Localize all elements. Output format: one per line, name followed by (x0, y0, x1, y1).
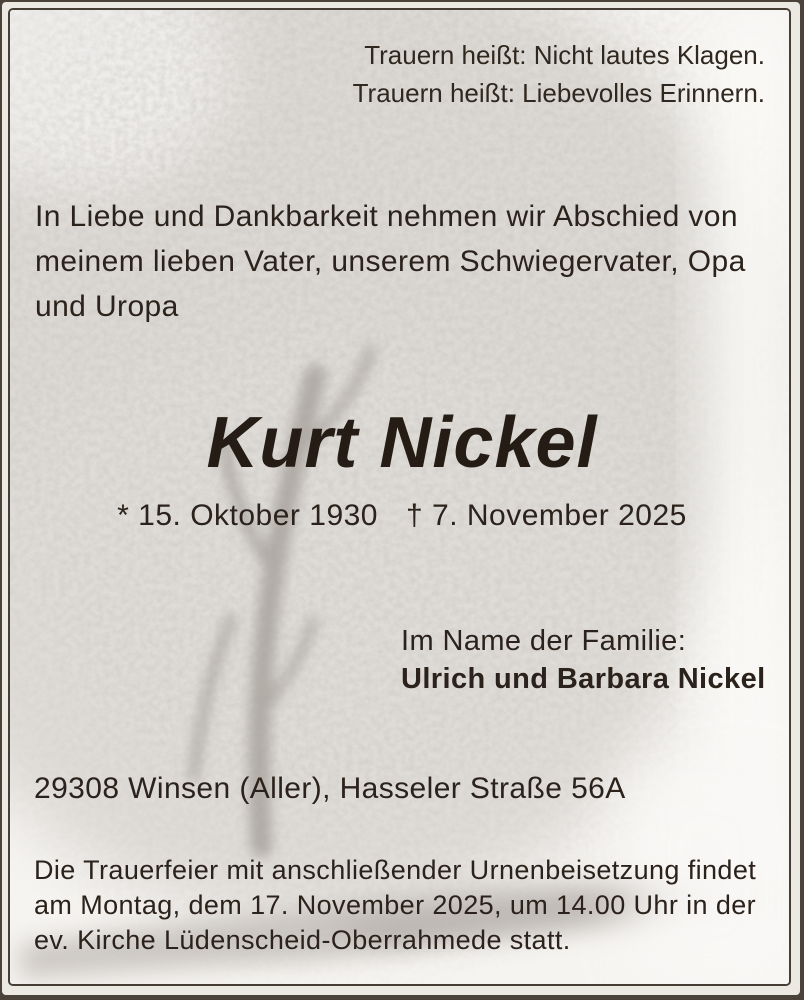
funeral-line: Die Trauerfeier mit anschließender Urnenbeisetzung findet (34, 855, 757, 885)
family-signature (401, 622, 766, 698)
epigraph-line: Trauern heißt: Liebevolles Erinnern. (352, 78, 765, 108)
life-dates (0, 496, 804, 536)
intro-line: In Liebe und Dankbarkeit nehmen wir Abschied von (35, 200, 738, 233)
funeral-line: ev. Kirche Lüdenscheid-Oberrahmede statt. (34, 925, 571, 955)
epigraph-line: Trauern heißt: Nicht lautes Klagen. (364, 40, 765, 70)
death-date: † 7. November 2025 (406, 499, 687, 532)
intro-text (35, 194, 746, 329)
funeral-info (34, 853, 756, 958)
funeral-line: am Montag, dem 17. November 2025, um 14.00 Uhr in der (34, 890, 757, 920)
intro-line: und Uropa (35, 290, 179, 323)
address-line: 29308 Winsen (Aller), Hasseler Straße 56A (34, 772, 626, 805)
intro-line: meinem lieben Vater, unserem Schwiegervater, Opa (35, 245, 746, 278)
birth-date: * 15. Oktober 1930 (117, 499, 378, 532)
family-intro: Im Name der Familie: (401, 625, 687, 657)
family-names: Ulrich und Barbara Nickel (401, 663, 766, 695)
deceased-name: Kurt Nickel (206, 403, 598, 483)
epigraph (353, 36, 765, 112)
